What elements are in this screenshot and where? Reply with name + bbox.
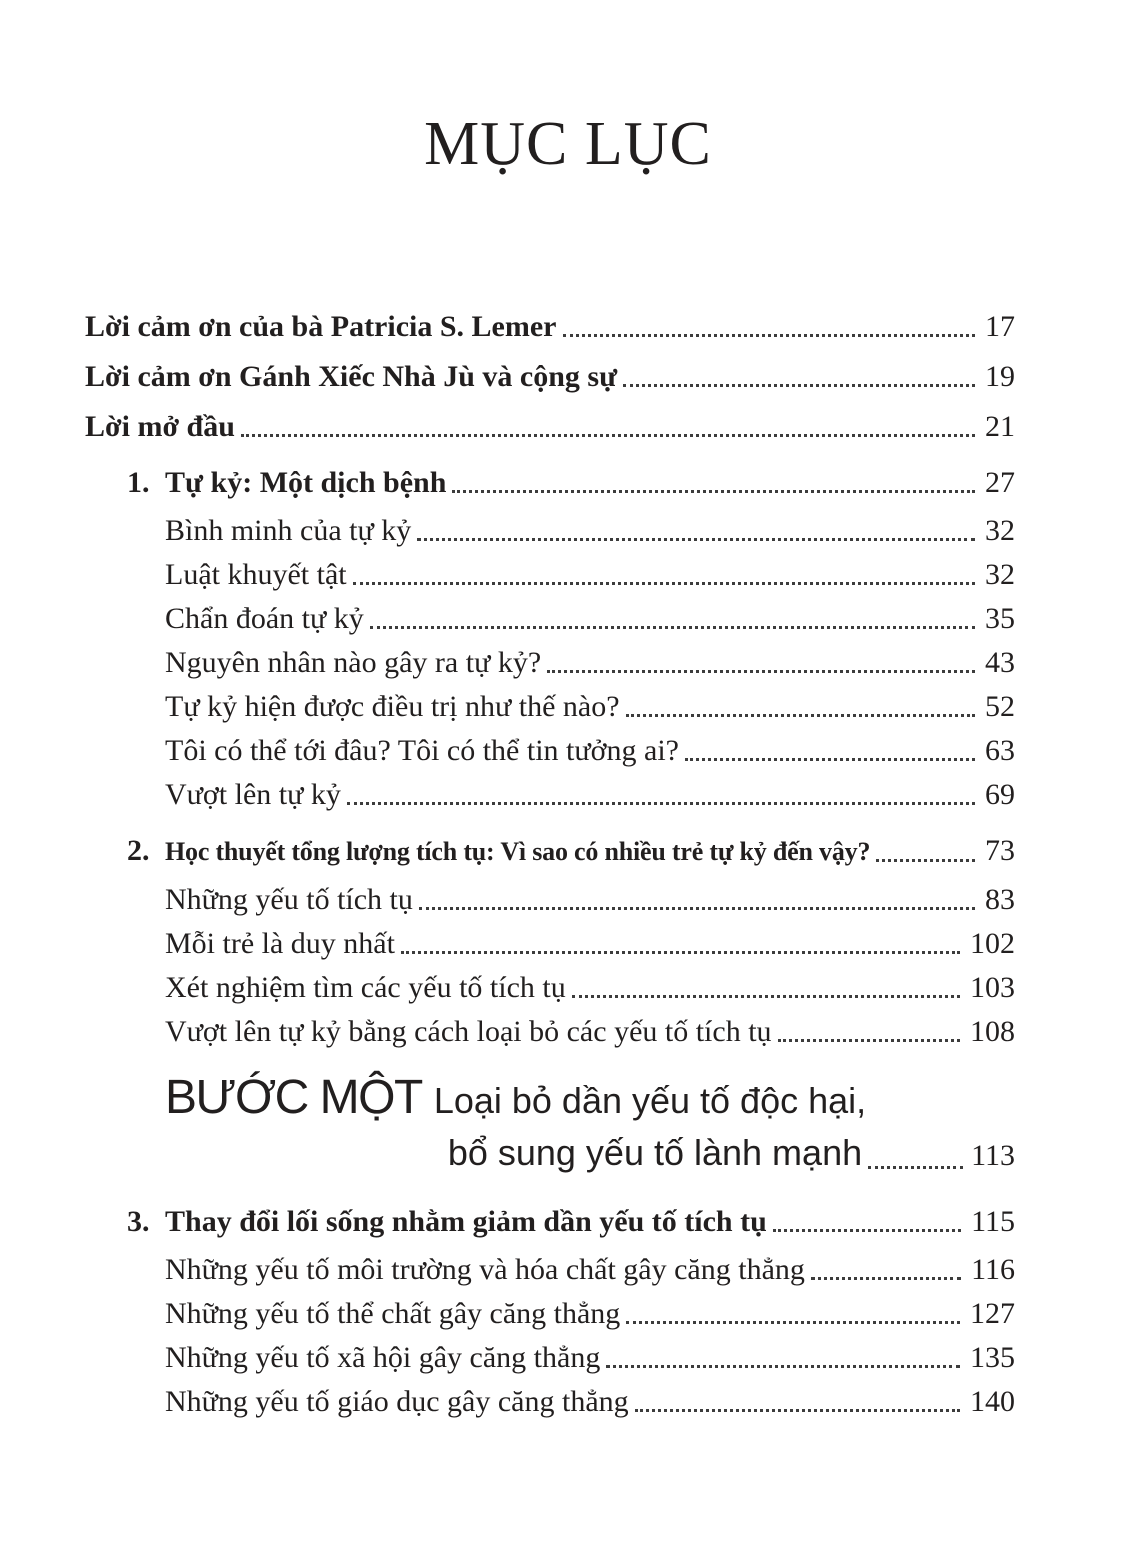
page-number: 127	[970, 1297, 1015, 1330]
part-subtitle	[434, 1075, 1015, 1182]
dot-leader	[868, 1166, 963, 1169]
entry-label: Thay đổi lối sống nhằm giảm dần yếu tố tích tụ	[165, 1205, 767, 1238]
entry-label: Những yếu tố thể chất gây căng thẳng	[165, 1297, 621, 1330]
toc-entry	[85, 558, 1015, 591]
toc-entry	[85, 734, 1015, 767]
entry-label: Vượt lên tự kỷ	[165, 778, 341, 811]
dot-leader	[547, 670, 975, 673]
toc-entry	[85, 646, 1015, 679]
dot-leader	[347, 802, 975, 805]
page-number: 83	[985, 883, 1015, 916]
dot-leader	[811, 1277, 961, 1280]
toc-entry	[85, 1253, 1015, 1286]
dot-leader	[452, 490, 975, 493]
entry-label: Tôi có thể tới đâu? Tôi có thể tin tưởng ai?	[165, 734, 679, 767]
part-subtitle-line2	[434, 1127, 1015, 1182]
entry-label: Những yếu tố giáo dục gây căng thẳng	[165, 1385, 629, 1418]
entry-label: Chẩn đoán tự kỷ	[165, 602, 364, 635]
page-number: 32	[985, 514, 1015, 547]
dot-leader	[685, 758, 975, 761]
entry-label: Mỗi trẻ là duy nhất	[165, 927, 395, 960]
toc-entry-chapter	[85, 834, 1015, 868]
page-number: 103	[970, 971, 1015, 1004]
entry-label: Lời cảm ơn của bà Patricia S. Lemer	[85, 310, 557, 343]
chapter-number: 2.	[127, 834, 150, 867]
entry-label: Những yếu tố môi trường và hóa chất gây căng thẳng	[165, 1253, 805, 1286]
entry-label: Xét nghiệm tìm các yếu tố tích tụ	[165, 971, 566, 1004]
page-number: 21	[985, 410, 1015, 443]
page-number: 17	[985, 310, 1015, 343]
toc-entry	[85, 883, 1015, 916]
chapter-number: 1.	[127, 466, 150, 499]
page-number: 35	[985, 602, 1015, 635]
part-subtitle-line1: Loại bỏ dần yếu tố độc hại,	[433, 1080, 867, 1121]
entry-label: Những yếu tố xã hội gây căng thẳng	[165, 1341, 601, 1374]
dot-leader	[635, 1409, 960, 1412]
page-number: 113	[971, 1139, 1015, 1172]
dot-leader	[623, 384, 975, 387]
entry-label: Những yếu tố tích tụ	[165, 883, 413, 916]
page-number: 63	[985, 734, 1015, 767]
entry-label: Vượt lên tự kỷ bằng cách loại bỏ các yếu tố tích tụ	[165, 1015, 772, 1048]
dot-leader	[606, 1365, 960, 1368]
toc-entry	[85, 778, 1015, 811]
page-number: 27	[985, 466, 1015, 499]
dot-leader	[370, 626, 975, 629]
page-number: 140	[970, 1385, 1015, 1418]
entry-label: Lời cảm ơn Gánh Xiếc Nhà Jù và cộng sự	[85, 360, 618, 393]
page-number: 115	[971, 1205, 1015, 1238]
page-number: 116	[971, 1253, 1015, 1286]
dot-leader	[417, 538, 975, 541]
entry-label: Luật khuyết tật	[165, 558, 347, 591]
dot-leader	[626, 1321, 960, 1324]
page-number: 32	[985, 558, 1015, 591]
toc-entry	[85, 1341, 1015, 1374]
entry-label: Lời mở đầu	[85, 410, 235, 443]
toc-entry	[85, 690, 1015, 723]
entry-label: Tự kỷ hiện được điều trị như thế nào?	[165, 690, 620, 723]
entry-label: Nguyên nhân nào gây ra tự kỷ?	[165, 646, 542, 679]
dot-leader	[241, 434, 975, 437]
dot-leader	[401, 951, 960, 954]
toc-entry	[85, 310, 1015, 343]
toc-entry	[85, 1015, 1015, 1048]
part-heading	[85, 1072, 1015, 1182]
toc-entry	[85, 927, 1015, 960]
page-number: 69	[985, 778, 1015, 811]
dot-leader	[778, 1039, 960, 1042]
page-number: 73	[985, 834, 1015, 867]
dot-leader	[626, 714, 975, 717]
toc-entry	[85, 360, 1015, 393]
table-of-contents	[85, 310, 1015, 1429]
toc-entry	[85, 1297, 1015, 1330]
toc-entry	[85, 971, 1015, 1004]
part-kicker: BƯỚC MỘT	[165, 1071, 422, 1124]
page-number: 43	[985, 646, 1015, 679]
toc-entry	[85, 514, 1015, 547]
dot-leader	[353, 582, 975, 585]
chapter-number: 3.	[127, 1205, 150, 1238]
dot-leader	[419, 907, 975, 910]
page-title: MỤC LỤC	[424, 109, 712, 178]
dot-leader	[773, 1229, 961, 1232]
dot-leader	[572, 995, 960, 998]
page-number: 135	[970, 1341, 1015, 1374]
toc-entry	[85, 410, 1015, 443]
page-number: 19	[985, 360, 1015, 393]
dot-leader	[563, 334, 976, 337]
page-number: 102	[970, 927, 1015, 960]
entry-label: Tự kỷ: Một dịch bệnh	[165, 466, 447, 499]
toc-entry-chapter	[85, 1205, 1015, 1238]
page-number: 108	[970, 1015, 1015, 1048]
entry-label: bổ sung yếu tố lành mạnh	[447, 1132, 863, 1173]
toc-entry	[85, 1385, 1015, 1418]
toc-entry	[85, 602, 1015, 635]
toc-entry-chapter	[85, 466, 1015, 499]
entry-label: Bình minh của tự kỷ	[165, 514, 412, 547]
page-number: 52	[985, 690, 1015, 723]
entry-label: Học thuyết tổng lượng tích tụ: Vì sao có nhiều trẻ tự kỷ đến vậy?	[165, 837, 871, 866]
dot-leader	[876, 859, 975, 862]
